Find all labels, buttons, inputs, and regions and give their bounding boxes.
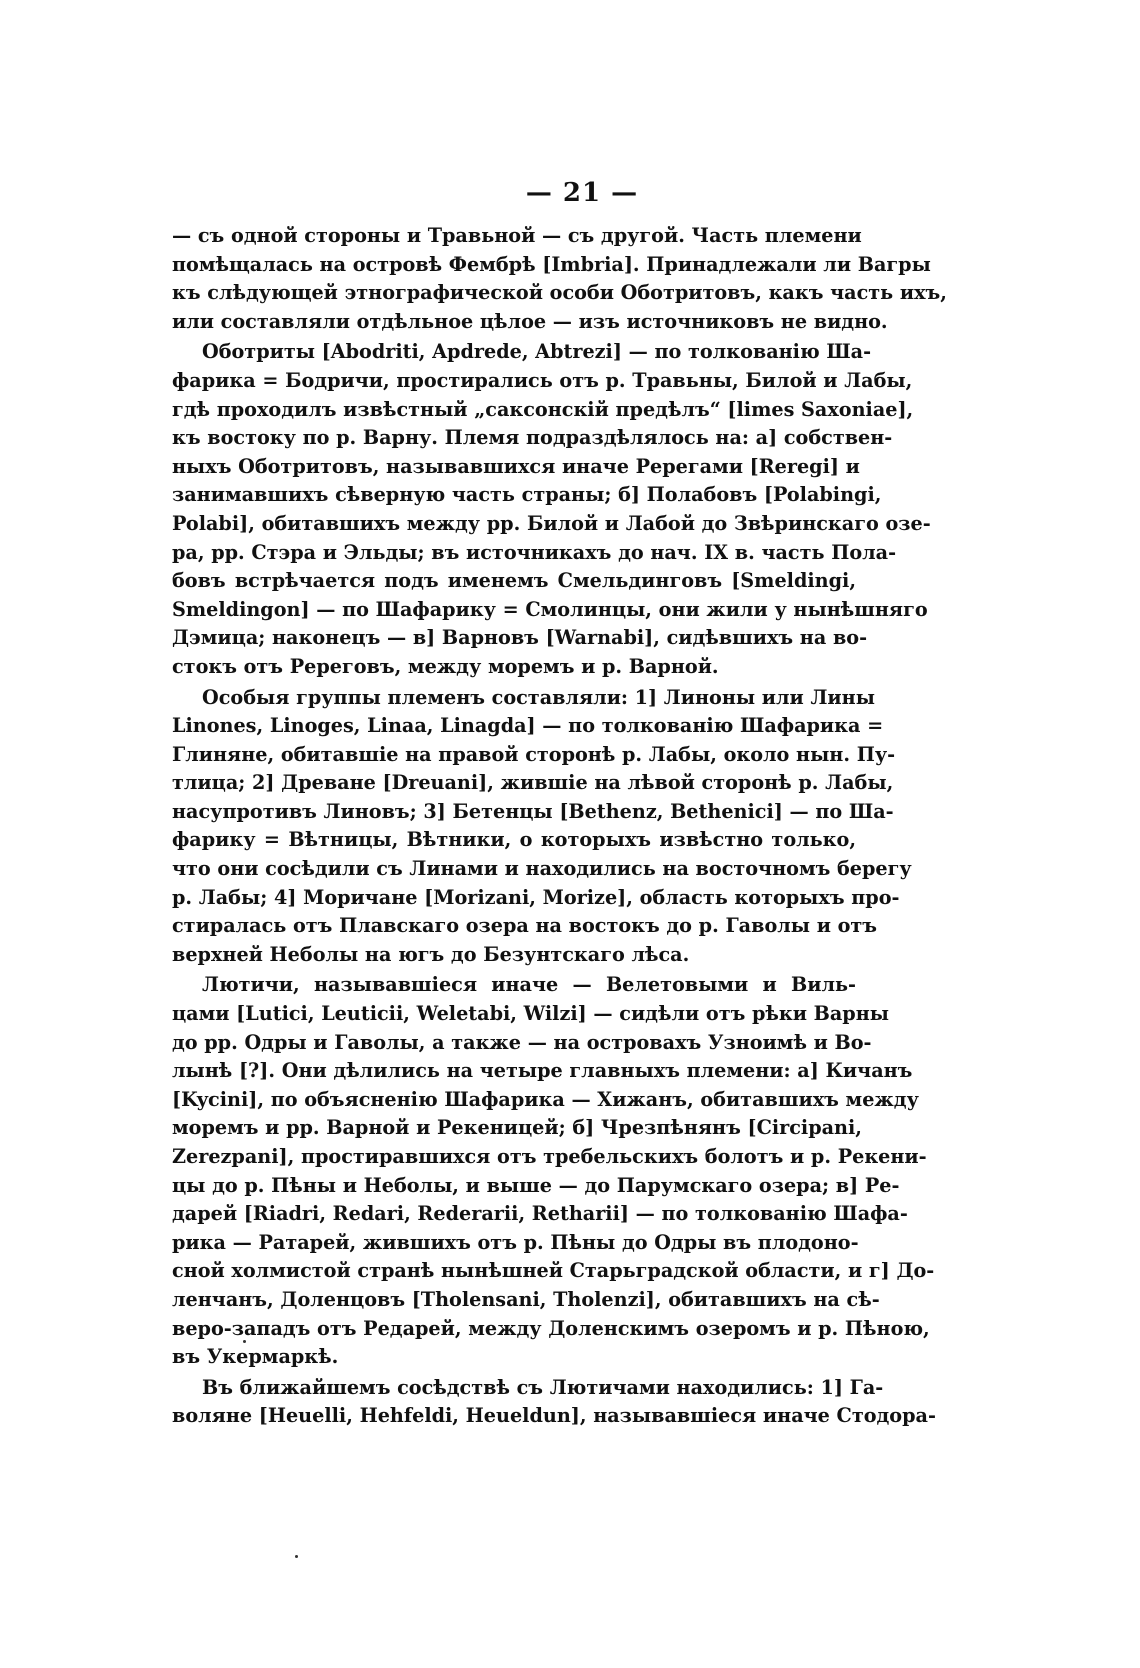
text-line: стиралась отъ Плавскаго озера на востокъ до р. Гаволы и отъ <box>172 914 878 938</box>
text-line: моремъ и рр. Варной и Рекеницей; б] Чрезпѣнянъ [Circipani, <box>172 1116 862 1140</box>
text-line: воляне [Heuelli, Hehfeldi, Heueldun], называвшіеся иначе Стодора- <box>172 1404 936 1428</box>
text-line: рика — Ратарей, жившихъ отъ р. Пѣны до Одры въ плодоно- <box>172 1230 859 1254</box>
body-text <box>172 222 947 1433</box>
text-line: къ слѣдующей этнографической особи Оботритовъ, какъ часть ихъ, <box>172 281 947 305</box>
text-line: лынѣ [?]. Они дѣлились на четыре главныхъ племени: а] Кичанъ <box>172 1059 913 1083</box>
text-line: Zerezpani], простиравшихся отъ требельскихъ болотъ и р. Рекени- <box>172 1145 927 1168</box>
text-line: Въ ближайшемъ сосѣдствѣ съ Лютичами находились: 1] Га- <box>202 1375 884 1399</box>
text-line: цами [Lutici, Leuticii, Weletabi, Wilzi] — сидѣли отъ рѣки Варны <box>172 1002 890 1026</box>
text-line: что они сосѣдили съ Линами и находились на восточномъ берегу <box>172 857 912 881</box>
text-line: помѣщалась на островѣ Фембрѣ [Imbria]. Принадлежали ли Вагры <box>172 252 931 276</box>
text-line: ленчанъ, Доленцовъ [Tholensani, Tholenzi], обитавшихъ на сѣ- <box>172 1287 880 1311</box>
text-line: занимавшихъ сѣверную часть страны; б] Полабовъ [Polabingi, <box>172 483 882 507</box>
text-line: Особыя группы племенъ составляли: 1] Линоны или Лины <box>202 685 875 709</box>
text-line: гдѣ проходилъ извѣстный „саксонскій предѣлъ“ [limes Saxoniae], <box>172 397 914 421</box>
text-line: [Kycini], по объясненію Шафарика — Хижанъ, обитавшихъ между <box>172 1087 919 1111</box>
ink-speck <box>295 1555 298 1558</box>
text-line: веро-западъ отъ Редарей, между Доленскимъ озеромъ и р. Пѣною, <box>172 1316 930 1340</box>
text-line: бовъ встрѣчается подъ именемъ Смельдинговъ [Smeldingi, <box>172 569 856 593</box>
text-line: стокъ отъ Ререговъ, между моремъ и р. Варной. <box>172 654 719 678</box>
text-line: ныхъ Оботритовъ, называвшихся иначе Ререгами [Reregi] и <box>172 454 860 478</box>
text-line: фарика = Бодричи, простирались отъ р. Травьны, Билой и Лабы, <box>172 368 913 392</box>
text-line: р. Лабы; 4] Моричане [Morizani, Morize], область которыхъ про- <box>172 885 900 909</box>
text-line: или составляли отдѣльное цѣлое — изъ источниковъ не видно. <box>172 309 888 333</box>
text-line: цы до р. Пѣны и Неболы, и выше — до Парумскаго озера; в] Ре- <box>172 1173 900 1197</box>
paragraph <box>172 684 912 970</box>
text-line: дарей [Riadri, Redari, Rederarii, Retharii] — по толкованію Шафа- <box>172 1202 908 1226</box>
text-line: ра, рр. Стэра и Эльды; въ источникахъ до нач. IX в. часть Пола- <box>172 540 897 564</box>
text-line: Smeldingon] — по Шафарику = Смолинцы, они жили у нынѣшняго <box>172 597 928 621</box>
text-line: въ Укермаркѣ. <box>172 1345 339 1369</box>
text-line: Глиняне, обитавшіе на правой сторонѣ р. Лабы, около нын. Пу- <box>172 742 896 766</box>
paragraph <box>172 338 931 681</box>
text-line: къ востоку по р. Варну. Племя подраздѣлялось на: а] собствен- <box>172 426 893 450</box>
text-line: Дэмица; наконецъ — в] Варновъ [Warnabi], сидѣвшихъ на во- <box>172 626 868 650</box>
paragraph <box>172 971 935 1371</box>
text-line: Лютичи, называвшіеся иначе — Велетовыми и Виль- <box>202 973 856 997</box>
text-line: тлица; 2] Древане [Dreuani], жившіе на лѣвой сторонѣ р. Лабы, <box>172 771 894 795</box>
text-line: насупротивъ Линовъ; 3] Бетенцы [Bethenz, Bethenici] — по Ша- <box>172 799 894 823</box>
paragraph <box>172 1374 936 1431</box>
text-line: Оботриты [Abodriti, Apdrede, Abtrezi] — по толкованію Ша- <box>202 340 872 364</box>
text-line: верхней Неболы на югъ до Безунтскаго лѣса. <box>172 942 690 966</box>
text-line: Linones, Linoges, Linaa, Linagda] — по толкованію Шафарика = <box>172 714 884 738</box>
text-line: Polabi], обитавшихъ между рр. Билой и Лабой до Звѣринскаго озе- <box>172 511 931 535</box>
page-number: — 21 — <box>525 178 639 208</box>
text-line: сной холмистой странѣ нынѣшней Старьградской области, и г] До- <box>172 1259 935 1283</box>
text-line: фарику = Вѣтницы, Вѣтники, о которыхъ извѣстно только, <box>172 828 856 852</box>
text-line: — съ одной стороны и Травьной — съ другой. Часть племени <box>172 224 862 247</box>
text-line: до рр. Одры и Гаволы, а также — на островахъ Узноимѣ и Во- <box>172 1030 872 1054</box>
ink-speck <box>243 1340 246 1343</box>
paragraph <box>172 222 947 336</box>
